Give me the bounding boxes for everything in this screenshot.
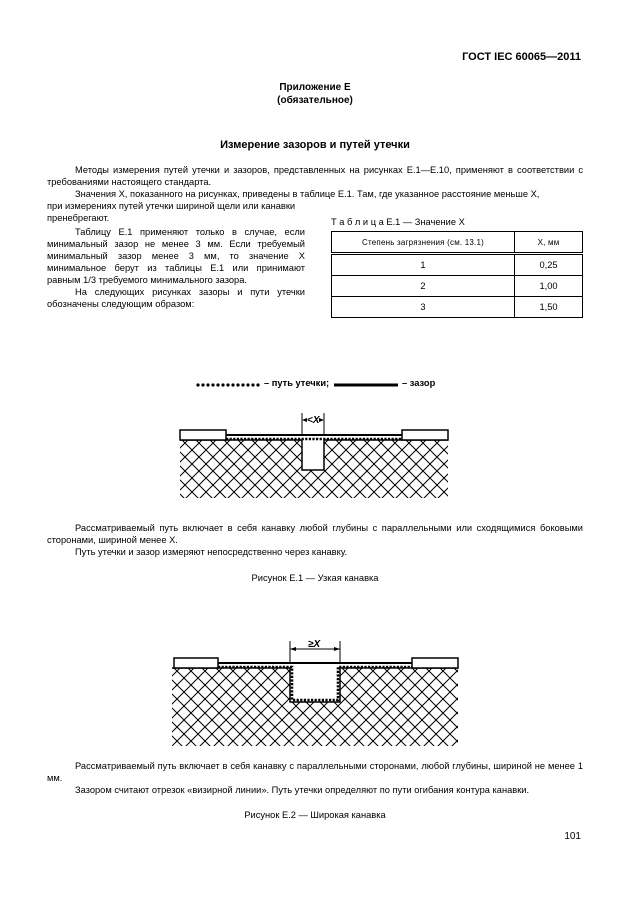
table-row [332, 297, 583, 318]
document-code-header: ГОСТ IEC 60065—2011 [462, 51, 581, 63]
table-cell-x: 1,50 [515, 297, 583, 318]
figure2-description: Рассматриваемый путь включает в себя канавку с параллельными сторонами, любой глубины, шириной не менее 1 мм. [47, 761, 583, 783]
page-number: 101 [564, 831, 581, 842]
figure-narrow-groove [178, 408, 452, 498]
clearance-label: – зазор [402, 378, 436, 388]
figure-wide-groove [170, 636, 460, 746]
table-row [332, 276, 583, 297]
figure2-caption: Рисунок Е.2 — Широкая канавка [244, 810, 386, 820]
paragraph-x-values-line2: при измерениях путей утечки шириной щели или канавки пренебрегают. [47, 201, 296, 223]
creepage-label: – путь утечки; [264, 378, 330, 388]
table-cell-x: 0,25 [515, 254, 583, 276]
base-hatching [172, 668, 458, 746]
figure1-description: Рассматриваемый путь включает в себя канавку любой глубины с параллельными или сходящимися боковыми сторонами, шириной менее X. [47, 523, 583, 545]
figure1-x-label: <X [307, 415, 320, 426]
section-title: Измерение зазоров и путей утечки [220, 139, 410, 151]
table-cell-degree: 2 [332, 276, 515, 297]
annex-status: (обязательное) [277, 95, 353, 106]
clearance-symbol [334, 380, 398, 390]
table-cell-degree: 1 [332, 254, 515, 276]
table-caption [331, 216, 465, 228]
paragraph-table-usage: Таблицу Е.1 применяют только в случае, если минимальный зазор не менее 3 мм. Если требуемый минимальный зазор менее 3 мм, то значение X минимальное берут из таблицы Е.1 или принимают равным 1/3 требуемого минимального зазора. [47, 227, 305, 285]
left-conductor [174, 658, 218, 668]
table-caption-prefix: Т а б л и ц а [331, 217, 384, 227]
values-table [331, 231, 583, 318]
creepage-symbol [196, 380, 262, 390]
table-cell-degree: 3 [332, 297, 515, 318]
base-hatching [180, 440, 448, 498]
table-cell-x: 1,00 [515, 276, 583, 297]
table-header-x: X, мм [515, 232, 583, 254]
right-conductor [402, 430, 448, 440]
annex-title: Приложение Е [279, 82, 351, 93]
table-header-degree: Степень загрязнения (см. 13.1) [332, 232, 515, 254]
table-caption-rest: Е.1 — Значение X [386, 217, 465, 227]
figure2-measurement-note: Зазором считают отрезок «визирной линии». Путь утечки определяют по пути огибания контура канавки. [75, 785, 530, 795]
right-conductor [412, 658, 458, 668]
paragraph-x-values-line1: Значения X, показанного на рисунках, приведены в таблице Е.1. Там, где указанное расстояние меньше X, [75, 189, 540, 199]
figure2-x-label: ≥X [308, 639, 321, 650]
paragraph-notation: На следующих рисунках зазоры и пути утечки обозначены следующим образом: [47, 287, 305, 309]
figure1-measurement-note: Путь утечки и зазор измеряют непосредственно через канавку. [75, 547, 348, 557]
paragraph-methods: Методы измерения путей утечки и зазоров, представленных на рисунках Е.1—Е.10, применяют в соответствии с требованиями настоящего стандарта. [47, 165, 583, 187]
table-row [332, 254, 583, 276]
figure1-caption: Рисунок Е.1 — Узкая канавка [251, 573, 379, 583]
left-conductor [180, 430, 226, 440]
figure-legend [196, 378, 436, 392]
